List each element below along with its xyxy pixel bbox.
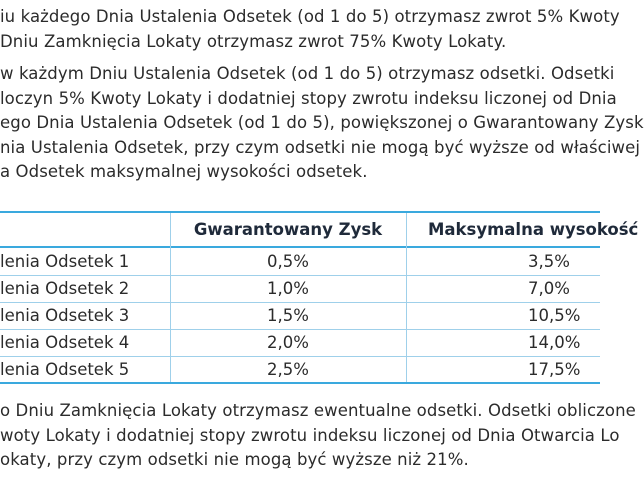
- text-line: loczyn 5% Kwoty Lokaty i dodatniej stopy zwrotu indeksu liczonej od Dnia: [0, 88, 617, 108]
- row-max-value: 17,5%: [528, 360, 581, 379]
- header-guaranteed-profit: Gwarantowany Zysk: [193, 220, 383, 239]
- text-line: iu każdego Dnia Ustalenia Odsetek (od 1 do 5) otrzymasz zwrot 5% Kwoty: [0, 7, 620, 26]
- text-line: Dniu Zamknięcia Lokaty otrzymasz zwrot 75% Kwoty Lokaty.: [0, 31, 507, 51]
- text-line: a Odsetek maksymalnej wysokości odsetek.: [0, 162, 368, 181]
- text-line: nia Ustalenia Odsetek, przy czym odsetki nie mogą być wyższe od właściwej: [0, 137, 641, 157]
- row-guaranteed-value: 1,5%: [267, 306, 309, 325]
- paragraph-closing-terms: [0, 399, 636, 473]
- row-max-value: 7,0%: [528, 279, 570, 298]
- row-guaranteed-value: 2,0%: [267, 333, 309, 352]
- row-max-value: 14,0%: [528, 333, 581, 352]
- paragraph-interest-terms: [0, 62, 644, 185]
- row-label: lenia Odsetek 2: [0, 279, 130, 298]
- row-max-value: 10,5%: [528, 306, 581, 325]
- row-label: lenia Odsetek 3: [0, 306, 130, 325]
- text-line: o Dniu Zamknięcia Lokaty otrzymasz ewentualne odsetki. Odsetki obliczone: [0, 401, 636, 420]
- header-label: [0, 213, 170, 246]
- text-line: ego Dnia Ustalenia Odsetek (od 1 do 5), powiększonej o Gwarantowany Zysk: [0, 113, 644, 132]
- text-line: okaty, przy czym odsetki nie mogą być wyższe niż 21%.: [0, 450, 469, 469]
- row-guaranteed-value: 2,5%: [267, 360, 309, 379]
- row-label: lenia Odsetek 4: [0, 333, 130, 352]
- paragraph-return-terms: [0, 5, 620, 54]
- header-max-interest: Maksymalna wysokość: [428, 220, 639, 239]
- row-label: lenia Odsetek 5: [0, 360, 130, 379]
- row-guaranteed-value: 1,0%: [267, 279, 309, 298]
- text-line: w każdym Dniu Ustalenia Odsetek (od 1 do 5) otrzymasz odsetki. Odsetki: [0, 64, 615, 83]
- interest-table: [0, 211, 639, 384]
- row-guaranteed-value: 0,5%: [267, 252, 309, 271]
- row-max-value: 3,5%: [528, 252, 570, 271]
- row-label: lenia Odsetek 1: [0, 252, 130, 271]
- text-line: woty Lokaty i dodatniej stopy zwrotu indeksu liczonej od Dnia Otwarcia Lo: [0, 425, 620, 445]
